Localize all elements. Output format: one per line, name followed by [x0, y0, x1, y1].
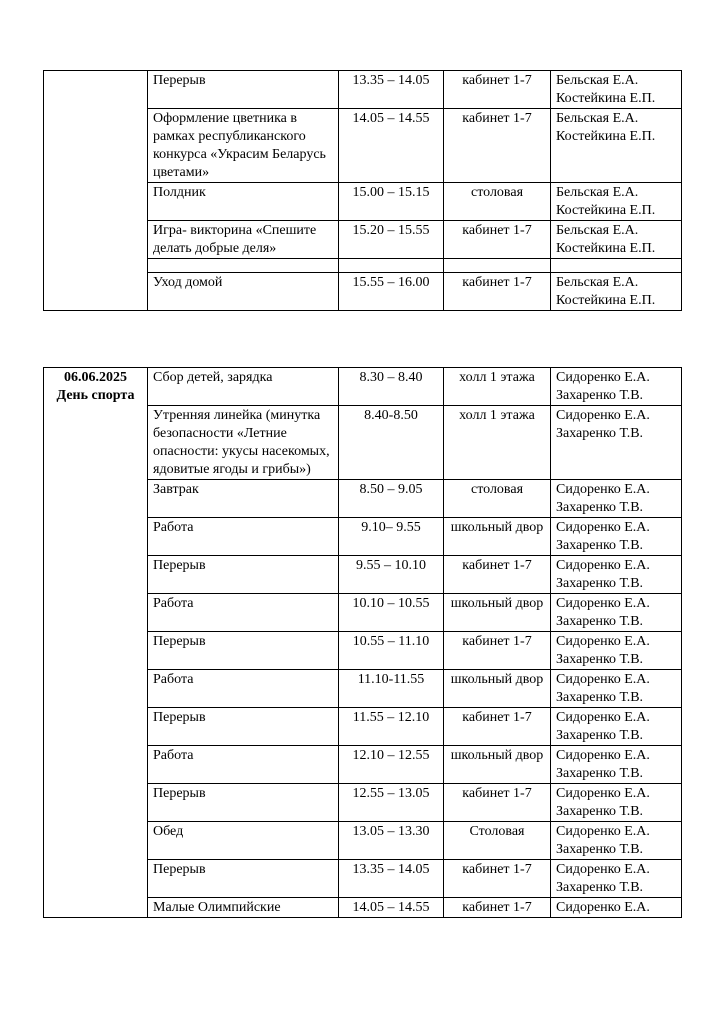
activity-cell: Перерыв [148, 860, 339, 898]
place-cell: кабинет 1-7 [444, 632, 551, 670]
responsible-name: Сидоренко Е.А. [556, 824, 650, 839]
activity-cell: Перерыв [148, 632, 339, 670]
responsible-name: Бельская Е.А. [556, 275, 639, 290]
activity-cell: Работа [148, 518, 339, 556]
responsible-cell [551, 183, 682, 221]
empty-cell [551, 259, 682, 273]
responsible-name: Костейкина Е.П. [556, 241, 656, 256]
place-cell: школьный двор [444, 746, 551, 784]
place-cell: кабинет 1-7 [444, 109, 551, 183]
responsible-cell [551, 898, 682, 918]
responsible-cell [551, 518, 682, 556]
time-cell: 8.30 – 8.40 [339, 368, 444, 406]
responsible-cell [551, 480, 682, 518]
place-cell: кабинет 1-7 [444, 556, 551, 594]
responsible-cell [551, 368, 682, 406]
activity-cell: Перерыв [148, 708, 339, 746]
time-cell: 12.55 – 13.05 [339, 784, 444, 822]
place-cell: кабинет 1-7 [444, 860, 551, 898]
responsible-name: Захаренко Т.В. [556, 500, 644, 515]
responsible-cell [551, 273, 682, 311]
responsible-cell [551, 221, 682, 259]
time-cell: 12.10 – 12.55 [339, 746, 444, 784]
responsible-name: Сидоренко Е.А. [556, 900, 650, 915]
place-cell: кабинет 1-7 [444, 71, 551, 109]
time-cell: 8.50 – 9.05 [339, 480, 444, 518]
responsible-cell [551, 784, 682, 822]
empty-cell [339, 259, 444, 273]
place-cell: столовая [444, 183, 551, 221]
time-cell: 10.55 – 11.10 [339, 632, 444, 670]
responsible-cell [551, 632, 682, 670]
activity-cell: Сбор детей, зарядка [148, 368, 339, 406]
responsible-name: Сидоренко Е.А. [556, 520, 650, 535]
schedule-table-2 [43, 367, 682, 918]
table-row [44, 71, 682, 109]
time-cell: 9.55 – 10.10 [339, 556, 444, 594]
responsible-cell [551, 406, 682, 480]
time-cell: 9.10– 9.55 [339, 518, 444, 556]
time-cell: 15.00 – 15.15 [339, 183, 444, 221]
responsible-name: Захаренко Т.В. [556, 880, 644, 895]
time-cell: 10.10 – 10.55 [339, 594, 444, 632]
responsible-name: Сидоренко Е.А. [556, 370, 650, 385]
place-cell: холл 1 этажа [444, 368, 551, 406]
place-cell: кабинет 1-7 [444, 221, 551, 259]
place-cell: кабинет 1-7 [444, 708, 551, 746]
responsible-cell [551, 670, 682, 708]
date-cell [44, 368, 148, 918]
responsible-name: Захаренко Т.В. [556, 728, 644, 743]
activity-cell: Уход домой [148, 273, 339, 311]
table-1-body [44, 71, 682, 311]
time-cell: 13.05 – 13.30 [339, 822, 444, 860]
activity-cell: Перерыв [148, 71, 339, 109]
activity-cell: Малые Олимпийские [148, 898, 339, 918]
responsible-name: Сидоренко Е.А. [556, 672, 650, 687]
responsible-name: Костейкина Е.П. [556, 91, 656, 106]
responsible-name: Захаренко Т.В. [556, 804, 644, 819]
responsible-name: Захаренко Т.В. [556, 614, 644, 629]
date-cell-empty [44, 71, 148, 311]
place-cell: кабинет 1-7 [444, 898, 551, 918]
activity-cell: Завтрак [148, 480, 339, 518]
responsible-name: Захаренко Т.В. [556, 426, 644, 441]
activity-cell: Перерыв [148, 784, 339, 822]
activity-cell: Утренняя линейка (минутка безопасности «Летние опасности: укусы насекомых, ядовитые ягоды и грибы») [148, 406, 339, 480]
table-row [44, 368, 682, 406]
schedule-table-1 [43, 70, 682, 311]
table-2-body [44, 368, 682, 918]
responsible-name: Сидоренко Е.А. [556, 710, 650, 725]
responsible-name: Сидоренко Е.А. [556, 748, 650, 763]
responsible-name: Костейкина Е.П. [556, 203, 656, 218]
responsible-name: Бельская Е.А. [556, 223, 639, 238]
responsible-name: Захаренко Т.В. [556, 538, 644, 553]
responsible-name: Захаренко Т.В. [556, 766, 644, 781]
responsible-name: Костейкина Е.П. [556, 129, 656, 144]
activity-cell: Полдник [148, 183, 339, 221]
responsible-cell [551, 822, 682, 860]
time-cell: 11.10-11.55 [339, 670, 444, 708]
responsible-cell [551, 708, 682, 746]
activity-cell: Игра- викторина «Спешите делать добрые деля» [148, 221, 339, 259]
activity-cell: Обед [148, 822, 339, 860]
responsible-name: Костейкина Е.П. [556, 293, 656, 308]
responsible-name: Захаренко Т.В. [556, 842, 644, 857]
responsible-name: Сидоренко Е.А. [556, 786, 650, 801]
time-cell: 11.55 – 12.10 [339, 708, 444, 746]
responsible-cell [551, 556, 682, 594]
responsible-cell [551, 860, 682, 898]
place-cell: школьный двор [444, 518, 551, 556]
responsible-cell [551, 594, 682, 632]
responsible-name: Сидоренко Е.А. [556, 558, 650, 573]
activity-cell: Оформление цветника в рамках республиканского конкурса «Украсим Беларусь цветами» [148, 109, 339, 183]
time-cell: 15.55 – 16.00 [339, 273, 444, 311]
activity-cell: Работа [148, 670, 339, 708]
time-cell: 14.05 – 14.55 [339, 109, 444, 183]
empty-cell [148, 259, 339, 273]
activity-cell: Работа [148, 746, 339, 784]
responsible-name: Захаренко Т.В. [556, 652, 644, 667]
responsible-name: Сидоренко Е.А. [556, 862, 650, 877]
place-cell: кабинет 1-7 [444, 273, 551, 311]
responsible-cell [551, 746, 682, 784]
responsible-name: Захаренко Т.В. [556, 690, 644, 705]
responsible-name: Бельская Е.А. [556, 185, 639, 200]
responsible-cell [551, 109, 682, 183]
place-cell: Столовая [444, 822, 551, 860]
time-cell: 13.35 – 14.05 [339, 860, 444, 898]
responsible-name: Бельская Е.А. [556, 73, 639, 88]
place-cell: кабинет 1-7 [444, 784, 551, 822]
time-cell: 14.05 – 14.55 [339, 898, 444, 918]
time-cell: 15.20 – 15.55 [339, 221, 444, 259]
time-cell: 8.40-8.50 [339, 406, 444, 480]
day-date: 06.06.2025 [64, 370, 127, 385]
day-title: День спорта [56, 388, 135, 403]
place-cell: школьный двор [444, 594, 551, 632]
responsible-name: Сидоренко Е.А. [556, 596, 650, 611]
place-cell: холл 1 этажа [444, 406, 551, 480]
place-cell: столовая [444, 480, 551, 518]
responsible-name: Сидоренко Е.А. [556, 634, 650, 649]
place-cell: школьный двор [444, 670, 551, 708]
activity-cell: Работа [148, 594, 339, 632]
responsible-name: Сидоренко Е.А. [556, 408, 650, 423]
activity-cell: Перерыв [148, 556, 339, 594]
responsible-name: Сидоренко Е.А. [556, 482, 650, 497]
responsible-name: Бельская Е.А. [556, 111, 639, 126]
responsible-name: Захаренко Т.В. [556, 576, 644, 591]
empty-cell [444, 259, 551, 273]
time-cell: 13.35 – 14.05 [339, 71, 444, 109]
responsible-name: Захаренко Т.В. [556, 388, 644, 403]
responsible-cell [551, 71, 682, 109]
